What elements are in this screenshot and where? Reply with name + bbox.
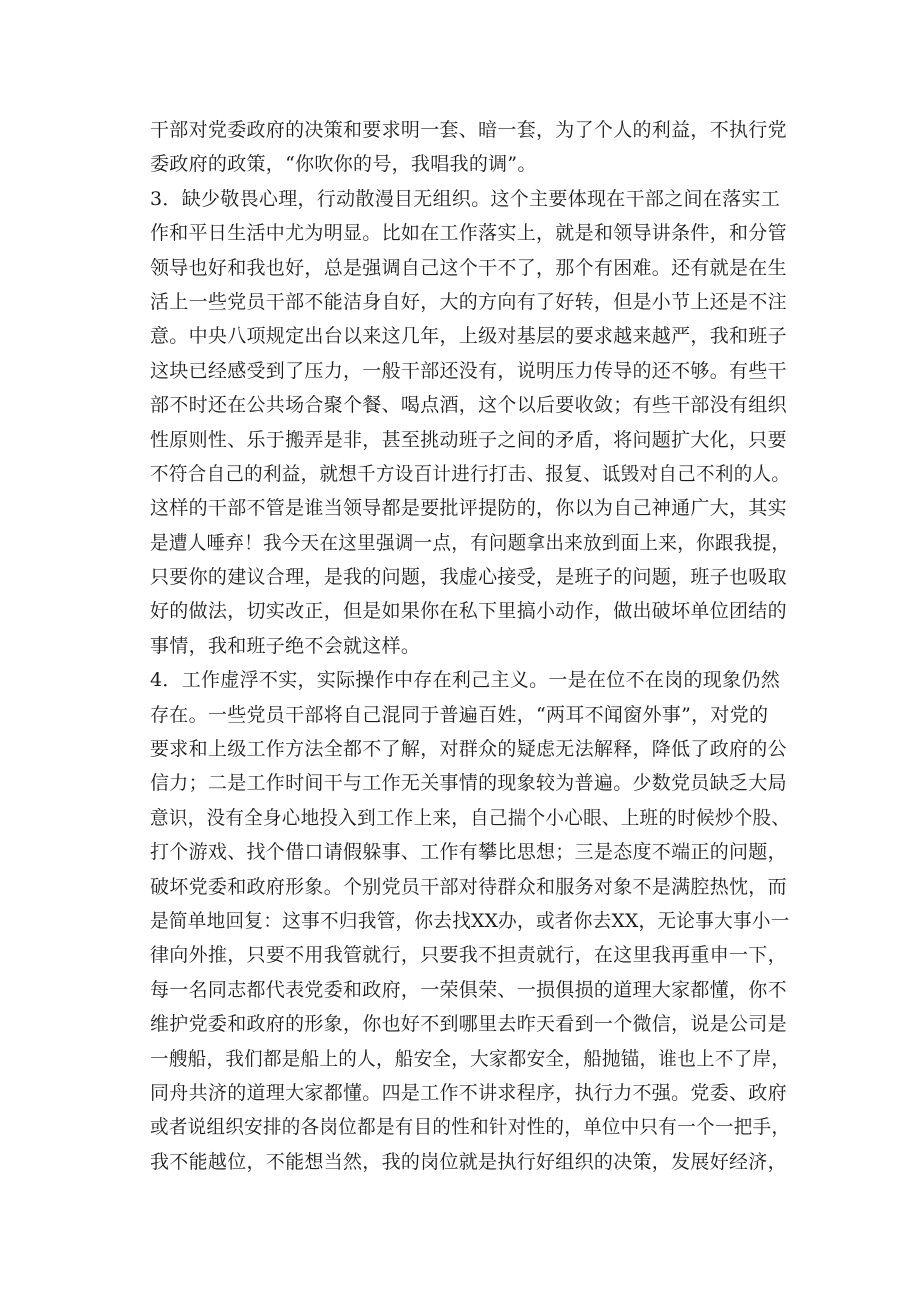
text-line: 不符合自己的利益，就想千方设百计进行打击、报复、诋毁对自己不利的人。 bbox=[150, 462, 791, 485]
text-line: 是遭人唾弃！我今天在这里强调一点，有问题拿出来放到面上来，你跟我提， bbox=[150, 531, 791, 554]
text-line: 打个游戏、找个借口请假躲事、工作有攀比思想；三是态度不端正的问题， bbox=[150, 841, 787, 864]
text-line: 同舟共济的道理大家都懂。四是工作不讲求程序，执行力不强。党委、政府 bbox=[150, 1081, 787, 1104]
text-line: 是简单地回复：这事不归我管，你去找XX办，或者你去XX，无论事大事小一 bbox=[150, 909, 790, 932]
text-line: 部不时还在公共场合聚个餐、喝点酒，这个以后要收敛；有些干部没有组织 bbox=[150, 394, 787, 417]
text-line: 这块已经感受到了压力，一般干部还没有，说明压力传导的还不够。有些干 bbox=[150, 359, 787, 382]
text-line: 意。中央八项规定出台以来这几年，上级对基层的要求越来越严，我和班子 bbox=[150, 325, 787, 348]
text-line: 每一名同志都代表党委和政府，一荣俱荣、一损俱损的道理大家都懂，你不 bbox=[150, 978, 787, 1001]
text-line: 3．缺少敬畏心理，行动散漫目无组织。这个主要体现在干部之间在落实工 bbox=[150, 187, 780, 210]
text-line: 4．工作虚浮不实，实际操作中存在利己主义。一是在位不在岗的现象仍然 bbox=[150, 669, 780, 692]
text-line: 信力；二是工作时间干与工作无关事情的现象较为普遍。少数党员缺乏大局 bbox=[150, 772, 787, 795]
text-line: 一艘船，我们都是船上的人，船安全，大家都安全，船抛锚，谁也上不了岸， bbox=[150, 1047, 791, 1070]
body-text bbox=[150, 113, 790, 1179]
text-line: 破坏党委和政府形象。个别党员干部对待群众和服务对象不是满腔热忱，而 bbox=[150, 875, 787, 898]
text-line: 事情，我和班子绝不会就这样。 bbox=[150, 634, 421, 657]
text-line: 这样的干部不管是谁当领导都是要批评提防的，你以为自己神通广大，其实 bbox=[150, 497, 787, 520]
text-line: 存在。一些党员干部将自己混同于普遍百姓，“两耳不闻窗外事”，对党的 bbox=[150, 703, 769, 726]
text-line: 好的做法，切实改正，但是如果你在私下里搞小动作，做出破坏单位团结的 bbox=[150, 600, 787, 623]
text-line: 委政府的政策，“你吹你的号，我唱我的调”。 bbox=[150, 153, 537, 176]
text-line: 干部对党委政府的决策和要求明一套、暗一套，为了个人的利益，不执行党 bbox=[150, 119, 787, 141]
text-line: 领导也好和我也好，总是强调自己这个干不了，那个有困难。还有就是在生 bbox=[150, 256, 787, 279]
text-line: 作和平日生活中尤为明显。比如在工作落实上，就是和领导讲条件，和分管 bbox=[150, 222, 787, 245]
text-line: 意识，没有全身心地投入到工作上来，自己揣个小心眼、上班的时候炒个股、 bbox=[150, 806, 791, 829]
text-line: 或者说组织安排的各岗位都是有目的性和针对性的，单位中只有一个一把手， bbox=[150, 1116, 791, 1139]
text-line: 活上一些党员干部不能洁身自好，大的方向有了好转，但是小节上还是不注 bbox=[150, 290, 787, 313]
text-line: 维护党委和政府的形象，你也好不到哪里去昨天看到一个微信，说是公司是 bbox=[150, 1013, 787, 1036]
text-line: 我不能越位，不能想当然，我的岗位就是执行好组织的决策，发展好经济， bbox=[150, 1150, 787, 1173]
text-line: 要求和上级工作方法全都不了解，对群众的疑虑无法解释，降低了政府的公 bbox=[150, 738, 787, 761]
text-line: 只要你的建议合理，是我的问题，我虚心接受，是班子的问题，班子也吸取 bbox=[150, 566, 787, 589]
text-line: 律向外推，只要不用我管就行，只要我不担责就行，在这里我再重申一下， bbox=[150, 944, 787, 967]
text-line: 性原则性、乐于搬弄是非，甚至挑动班子之间的矛盾，将问题扩大化，只要 bbox=[150, 428, 787, 451]
